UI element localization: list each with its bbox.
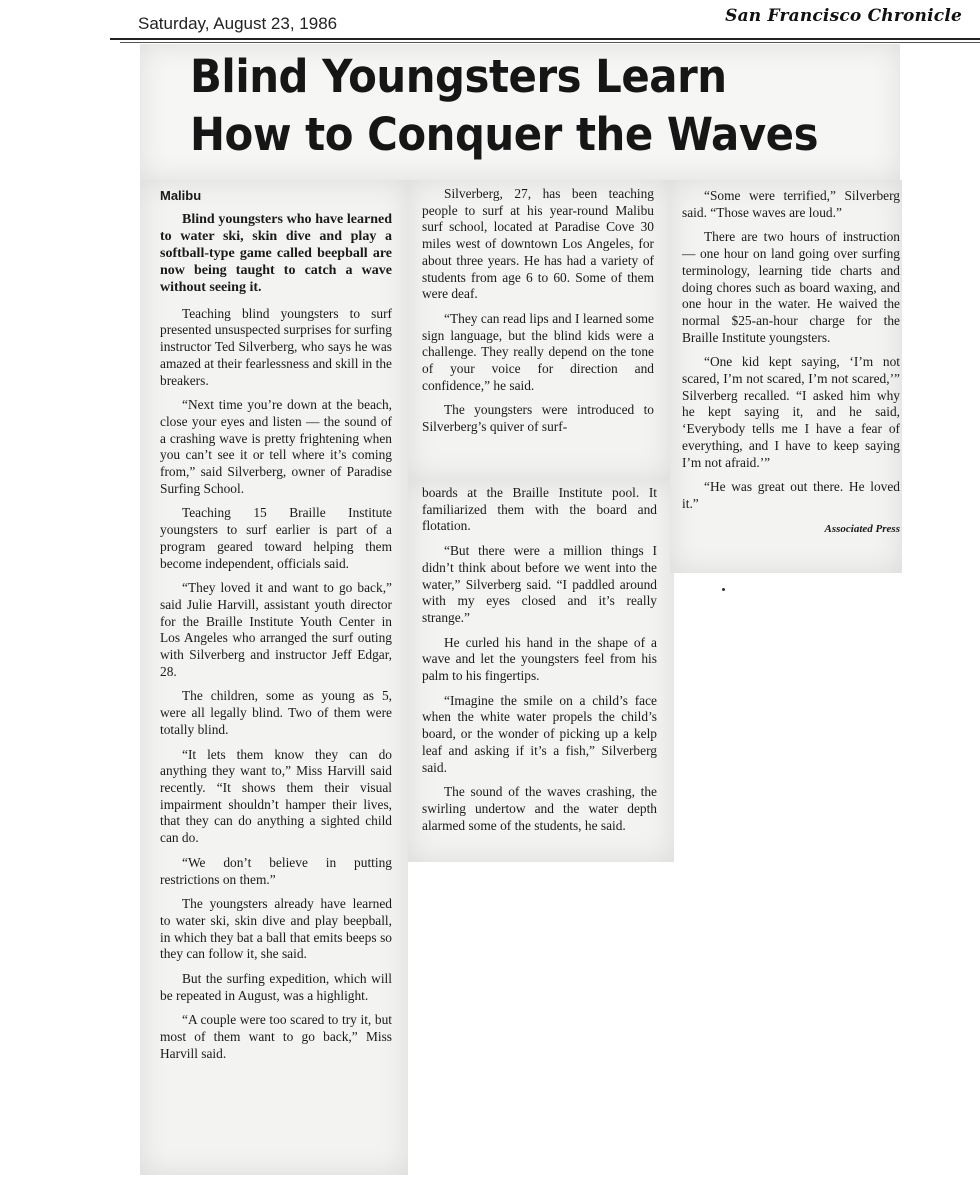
paragraph: “Imagine the smile on a child’s face when the white water propels the child’s board, or the wonder of picking up a kelp leaf and asking if it’s a fish,” Silverberg said. [422,692,657,775]
paragraph: The sound of the waves crashing, the swirling undertow and the water depth alarmed some of the students, he said. [422,784,657,833]
paragraph: “They can read lips and I learned some sign language, but the blind kids were a challenge. They really depend on the tone of your voice for direction and confidence,” he said. [422,310,654,393]
masthead: San Francisco Chronicle [725,6,962,26]
article-column-2-top [422,186,654,444]
headline-line-1: Blind Youngsters Learn [190,50,727,103]
article-column-2-bottom [422,485,657,842]
paragraph: boards at the Braille Institute pool. It familiarized them with the board and flotation. [422,485,657,534]
city-dateline: Malibu [160,188,202,203]
paragraph: “One kid kept saying, ‘I’m not scared, I’m not scared, I’m not scared,’” Silverberg recalled. “I asked him why he kept saying it, and he said, ‘Everybody tells me I have a fear of everything, and I have to keep saying I’m not afraid.’” [682,354,900,470]
article-column-3 [682,188,900,545]
paragraph: “Next time you’re down at the beach, close your eyes and listen — the sound of a crashing wave is pretty frightening when you can’t see it or tell where it’s coming from,” said Silverberg, owner of Paradise Surfing School. [160,397,392,496]
dateline: Saturday, August 23, 1986 [138,14,338,33]
paragraph: Silverberg, 27, has been teaching people to surf at his year-round Malibu surf school, located at Paradise Cove 30 miles west of downtown Los Angeles, for about three years. He has had a variety of students from age 6 to 60. Some of them were deaf. [422,186,654,302]
paragraph: There are two hours of instruction — one hour on land going over surfing terminology, learning tide charts and doing chores such as board waxing, and one hour in the water. He waived the normal $25-an-hour charge for the Braille Institute youngsters. [682,229,900,345]
headline-line-2: How to Conquer the Waves [190,108,819,161]
paragraph: “He was great out there. He loved it.” [682,479,900,511]
paragraph: The youngsters were introduced to Silverberg’s quiver of surf- [422,402,654,435]
paragraph: But the surfing expedition, which will be repeated in August, was a highlight. [160,971,392,1003]
paragraph: “But there were a million things I didn’t think about before we went into the water,” Silverberg said. “I paddled around with my eyes closed and it’s really strange.” [422,543,657,625]
paragraph: “A couple were too scared to try it, but most of them want to go back,” Miss Harvill said. [160,1012,392,1061]
paragraph: He curled his hand in the shape of a wave and let the youngsters feel from his palm to his fingertips. [422,634,657,684]
article-column-1 [160,188,392,1071]
paragraph: Teaching 15 Braille Institute youngsters to surf earlier is part of a program geared toward helping them become independent, officials said. [160,505,392,571]
paragraph: The youngsters already have learned to water ski, skin dive and play beepball, in which they bat a ball that emits beeps so they can follow it, she said. [160,896,392,962]
scan-speck [722,588,725,591]
headline [190,48,818,164]
paragraph: “We don’t believe in putting restrictions on them.” [160,854,392,887]
paragraph: “Some were terrified,” Silverberg said. “Those waves are loud.” [682,188,900,220]
paragraph: Teaching blind youngsters to surf presented unsuspected surprises for surfing instructor Ted Silverberg, who says he was amazed at their fearlessness and skill in the breakers. [160,305,392,388]
paragraph: The children, some as young as 5, were all legally blind. Two of them were totally blind. [160,688,392,737]
wire-credit: Associated Press [824,522,900,535]
top-rule [110,38,980,40]
paragraph: “They loved it and want to go back,” said Julie Harvill, assistant youth director for the Braille Institute Youth Center in Los Angeles who arranged the surf outing with Silverberg and instructor Jeff Edgar, 28. [160,580,392,679]
paragraph: “It lets them know they can do anything they want to,” Miss Harvill said recently. “It shows them their visual impairment shouldn’t hamper their lives, that they can do anything a sighted child can do. [160,746,392,846]
lede-paragraph: Blind youngsters who have learned to water ski, skin dive and play a softball-type game called beepball are now being taught to catch a wave without seeing it. [160,211,392,295]
top-rule-secondary [120,42,980,43]
